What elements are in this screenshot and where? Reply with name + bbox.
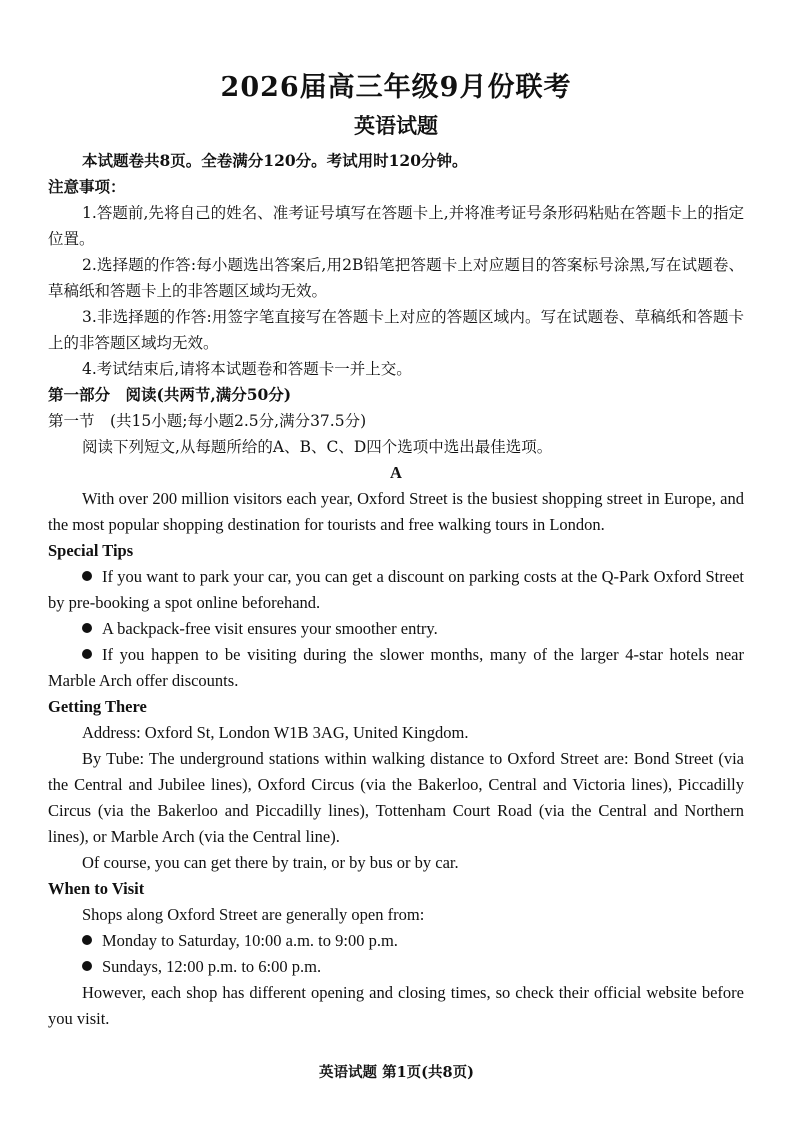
exam-page: [48, 68, 744, 1032]
other-transport-text: Of course, you can get there by train, or by bus or by car.: [82, 853, 459, 872]
notes-heading: 注意事项：: [48, 177, 126, 196]
tip-item: [48, 616, 744, 642]
when-to-visit-heading: When to Visit: [48, 879, 145, 898]
special-tips-heading: Special Tips: [48, 541, 134, 560]
tip-text: A backpack-free visit ensures your smoother entry.: [102, 619, 438, 638]
bullet-icon: [82, 571, 92, 581]
tip-text: If you happen to be visiting during the slower months, many of the larger 4-star hotels near Marble Arch offer discounts.: [48, 645, 744, 690]
hours-item: [48, 954, 744, 980]
section-title: 第一节 (共15小题;每小题2.5分,满分37.5分): [48, 412, 367, 430]
hours-text: Sundays, 12:00 p.m. to 6:00 p.m.: [102, 957, 322, 976]
note-item-3: 3.非选择题的作答:用签字笔直接写在答题卡上对应的答题区域内。写在试题卷、草稿纸和答题卡上的非答题区域均无效。: [48, 308, 744, 352]
section-instruction: 阅读下列短文,从每题所给的A、B、C、D四个选项中选出最佳选项。: [82, 438, 553, 456]
exam-title: 2026届高三年级9月份联考: [220, 72, 572, 103]
tube-text: By Tube: The underground stations within walking distance to Oxford Street are: Bond Street (via the Central and Jubilee lines), Oxford Circus (via the Bakerloo, Central and Victoria lines), Piccadilly Circus (via the Bakerloo and Piccadilly lines), Tottenham Court Road (via the Central and Northern lines), or Marble Arch (via the Central line).: [48, 749, 744, 846]
hours-item: [48, 928, 744, 954]
passage-intro: With over 200 million visitors each year, Oxford Street is the busiest shopping street in Europe, and the most popular shopping destination for tourists and free walking tours in London.: [48, 489, 744, 534]
hours-note: However, each shop has different opening and closing times, so check their official website before you visit.: [48, 983, 744, 1028]
bullet-icon: [82, 935, 92, 945]
passage-label: A: [390, 463, 402, 482]
exam-subtitle: 英语试题: [354, 113, 438, 138]
note-item-4: 4.考试结束后,请将本试题卷和答题卡一并上交。: [82, 360, 412, 378]
getting-there-heading: Getting There: [48, 697, 147, 716]
tip-item: [48, 642, 744, 694]
note-item-1: 1.答题前,先将自己的姓名、准考证号填写在答题卡上,并将准考证号条形码粘贴在答题卡上的指定位置。: [48, 204, 744, 248]
tip-item: [48, 564, 744, 616]
part-title: 第一部分 阅读(共两节,满分50分): [48, 385, 292, 404]
hours-text: Monday to Saturday, 10:00 a.m. to 9:00 p.m.: [102, 931, 398, 950]
bullet-icon: [82, 623, 92, 633]
tip-text: If you want to park your car, you can get a discount on parking costs at the Q-Park Oxford Street by pre-booking a spot online beforehand.: [48, 567, 744, 612]
note-item-2: 2.选择题的作答:每小题选出答案后,用2B铅笔把答题卡上对应题目的答案标号涂黑,写在试题卷、草稿纸和答题卡上的非答题区域均无效。: [48, 256, 744, 300]
hours-intro: Shops along Oxford Street are generally open from:: [82, 905, 425, 924]
exam-info: 本试题卷共8页。全卷满分120分。考试用时120分钟。: [82, 151, 468, 170]
bullet-icon: [82, 961, 92, 971]
address-text: Address: Oxford St, London W1B 3AG, United Kingdom.: [82, 723, 469, 742]
page-footer: 英语试题 第1页(共8页): [319, 1064, 474, 1081]
bullet-icon: [82, 649, 92, 659]
